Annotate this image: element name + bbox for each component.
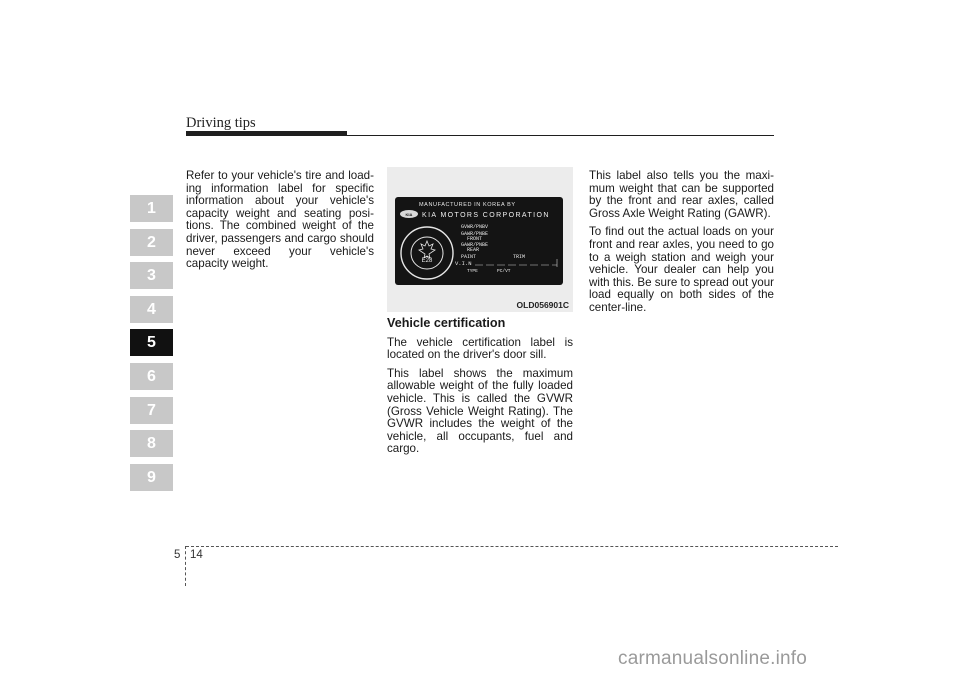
footer-chapter-number: 5 <box>174 549 181 561</box>
chapter-tab-6[interactable]: 6 <box>130 363 173 390</box>
label-company-text: KIA MOTORS CORPORATION <box>422 212 550 219</box>
chapter-tabs <box>130 195 173 497</box>
figure-caption: OLD056901C <box>516 300 569 310</box>
chapter-tab-1[interactable]: 1 <box>130 195 173 222</box>
header-rule <box>186 135 774 136</box>
label-front-text: FRONT <box>467 236 483 242</box>
chapter-tab-4[interactable]: 4 <box>130 296 173 323</box>
chapter-tab-9[interactable]: 9 <box>130 464 173 491</box>
footer-divider <box>185 546 186 586</box>
label-trim-text: TRIM <box>513 254 526 260</box>
label-gawr-front-text: GAWR/PNBE <box>461 231 489 237</box>
label-pcvt-text: PC/VT <box>497 269 511 274</box>
footer-rule <box>186 546 838 547</box>
watermark[interactable]: carmanualsonline.info <box>618 648 808 669</box>
body-paragraph: This label also tells you the maxi-mum weight that can be supported by the front and rear axles, called Gross Axle Weight Rating (GAWR). <box>589 169 774 220</box>
body-paragraph: This label shows the maximum allowable weight of the fully loaded vehicle. This is called the GVWR (Gross Vehicle Weight Rating). The GVWR includes the weight of the vehicle, all occupants, fuel and cargo. <box>387 366 573 456</box>
kia-badge-text: KIA <box>405 212 413 217</box>
chapter-tab-3[interactable]: 3 <box>130 262 173 289</box>
maple-leaf-icon <box>419 241 435 258</box>
label-manufactured-text: MANUFACTURED IN KOREA BY <box>419 202 516 208</box>
footer-page-number: 14 <box>190 549 203 561</box>
safety-seal-icon <box>401 227 453 279</box>
subheading-vehicle-certification: Vehicle certification <box>387 316 506 330</box>
label-type-text: TYPE <box>467 269 478 274</box>
body-paragraph: Refer to your vehicle's tire and load-ing information label for specific information about your vehicle's capacity weight and seating posi-tions. The combined weight of the driver, passengers and cargo should never exceed your vehicle's capacity weight. <box>186 169 374 271</box>
certification-label-svg <box>395 197 563 285</box>
label-gvwr-text: GVWR/PNBV <box>461 224 489 230</box>
section-title: Driving tips <box>186 115 256 131</box>
label-vin-text: V.I.N <box>455 260 472 267</box>
column-middle <box>387 317 573 462</box>
seal-center-text: E28 <box>421 258 433 264</box>
label-gawr-rear-text: GAWR/PNBE <box>461 242 489 248</box>
body-paragraph: To find out the actual loads on your front and rear axles, you need to go to a weigh station and weigh your vehicle. Your dealer can help you with this. Be sure to spread out your load equally on both sides of the center-line. <box>589 225 774 314</box>
chapter-tab-2[interactable]: 2 <box>130 229 173 256</box>
column-left <box>186 170 374 277</box>
label-paint-text: PAINT <box>461 254 477 260</box>
chapter-tab-7[interactable]: 7 <box>130 397 173 424</box>
chapter-tab-8[interactable]: 8 <box>130 430 173 457</box>
certification-label-image <box>395 197 563 285</box>
certification-label-figure <box>387 167 573 312</box>
label-rear-text: REAR <box>467 247 480 253</box>
chapter-tab-5-active[interactable]: 5 <box>130 329 173 356</box>
column-right <box>589 170 774 321</box>
body-paragraph: The vehicle certification label is located on the driver's door sill. <box>387 335 573 362</box>
